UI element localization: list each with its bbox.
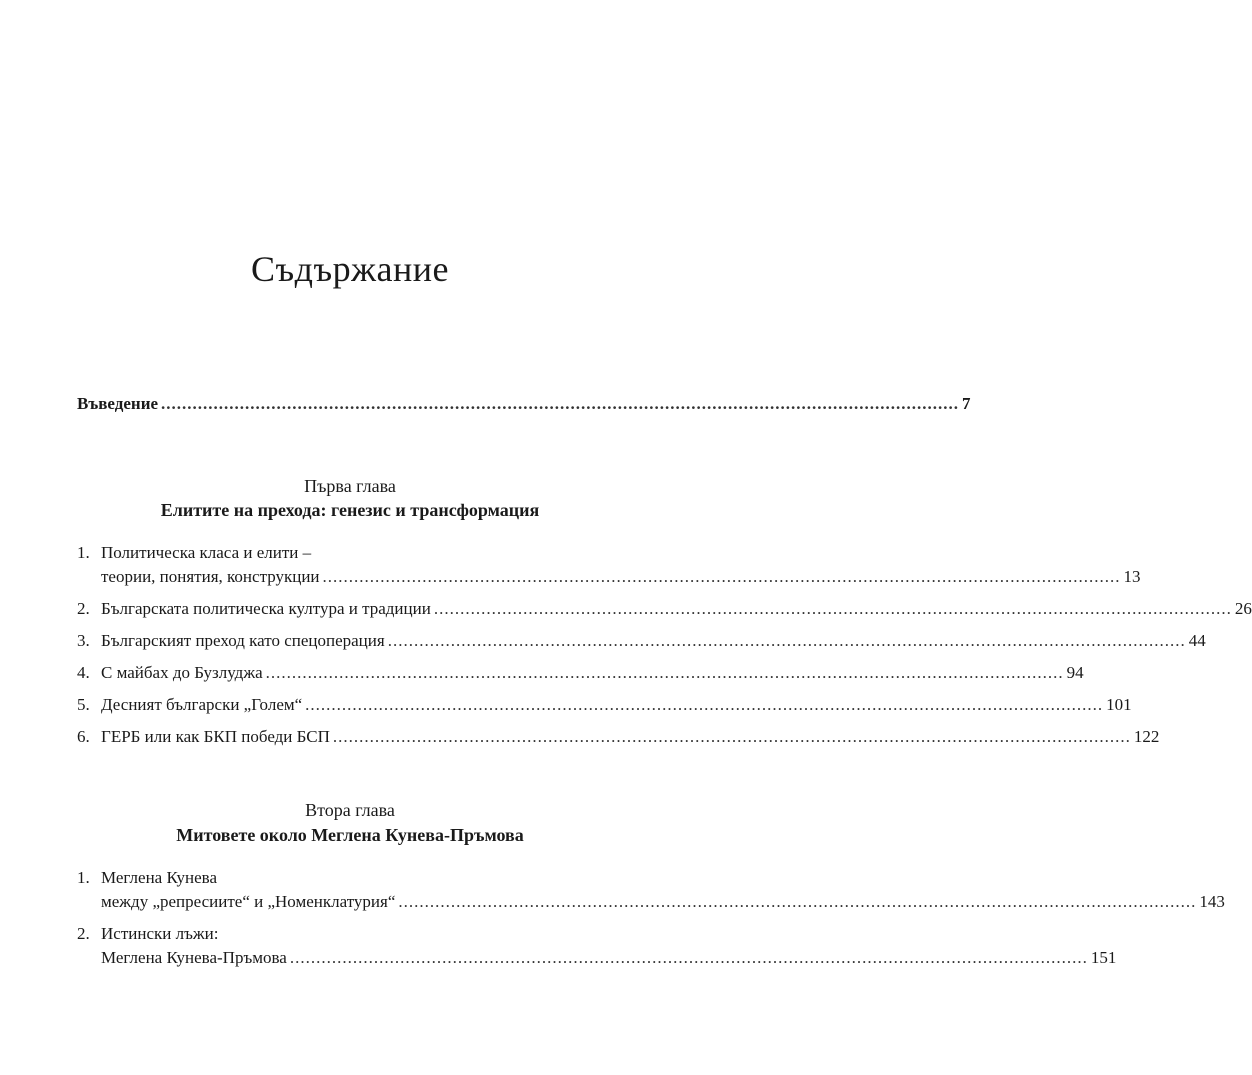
chapter-title: Елитите на прехода: генезис и трансформация (160, 500, 540, 520)
entry-number: 4. (77, 663, 90, 682)
toc-entry-1-3 (77, 629, 1206, 653)
entry-text: ГЕРБ или как БКП победи БСП (101, 727, 330, 746)
toc-entry-2-2 (101, 946, 1117, 970)
toc-entry-2-1-first-line (77, 866, 217, 890)
entry-number: 1. (77, 868, 90, 887)
chapter-label: Втора глава (305, 800, 395, 820)
dot-leader: ........................................................................................................................................................ (265, 663, 1064, 682)
chapter-title: Митовете около Меглена Кунева-Пръмова (176, 825, 524, 845)
toc-entry-1-1 (101, 565, 1141, 589)
dot-leader: ........................................................................................................................................................ (322, 567, 1121, 586)
dot-leader: ........................................................................................................................................................ (161, 394, 960, 413)
entry-number: 6. (77, 727, 90, 746)
page-title: Съдържание (251, 249, 449, 289)
toc-entry-1-2 (77, 597, 1252, 621)
chapter-label: Първа глава (304, 476, 396, 496)
toc-entry-1-4 (77, 661, 1084, 685)
entry-text: Меглена Кунева (101, 868, 218, 887)
toc-entry-2-1 (101, 890, 1225, 914)
page-number: 151 (1090, 948, 1117, 967)
entry-text: С майбах до Бузлуджа (101, 663, 263, 682)
entry-text: Меглена Кунева-Пръмова (101, 948, 287, 967)
toc-entry-2-2-first-line (77, 922, 218, 946)
entry-text: Истински лъжи: (101, 924, 219, 943)
entry-number: 3. (77, 631, 90, 650)
toc-entry-1-1-first-line (77, 541, 311, 565)
toc-entry-introduction (77, 392, 971, 416)
page-number: 44 (1188, 631, 1206, 650)
page-number: 94 (1066, 663, 1084, 682)
dot-leader: ........................................................................................................................................................ (387, 631, 1186, 650)
dot-leader: ........................................................................................................................................................ (332, 727, 1131, 746)
page-number: 122 (1133, 727, 1160, 746)
page-number: 143 (1199, 892, 1225, 911)
page-number: 13 (1123, 567, 1141, 586)
dot-leader: ........................................................................................................................................................ (305, 695, 1104, 714)
entry-text: Българската политическа култура и традиции (101, 599, 431, 618)
toc-entry-1-5 (77, 693, 1132, 717)
entry-text: Българският преход като спецоперация (101, 631, 385, 650)
entry-text: между „репресиите“ и „Номенклатурия“ (101, 892, 396, 911)
entry-number: 2. (77, 599, 90, 618)
entry-number: 1. (77, 543, 90, 562)
toc-entry-1-6 (77, 725, 1160, 749)
entry-text: теории, понятия, конструкции (101, 567, 320, 586)
entry-number: 5. (77, 695, 90, 714)
toc-entry-label: Въведение (77, 394, 159, 413)
entry-number: 2. (77, 924, 90, 943)
page-number: 7 (962, 394, 971, 413)
entry-text: Политическа класа и елити – (101, 543, 312, 562)
entry-text: Десният български „Голем“ (101, 695, 303, 714)
page-number: 101 (1106, 695, 1132, 714)
dot-leader: ........................................................................................................................................................ (289, 948, 1088, 967)
dot-leader: ........................................................................................................................................................ (398, 892, 1197, 911)
page-number: 26 (1234, 599, 1252, 618)
dot-leader: ........................................................................................................................................................ (433, 599, 1232, 618)
